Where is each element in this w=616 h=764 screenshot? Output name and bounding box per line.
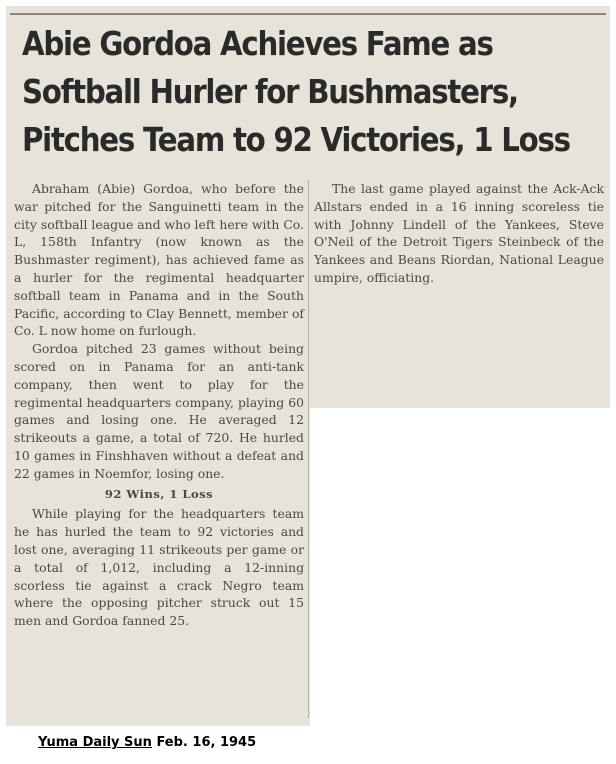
article-column-2 [314, 180, 604, 287]
paragraph-4: The last game played against the Ack-Ack Allstars ended in a 16 inning scoreless tie with Johnny Lindell of the Yankees, Steve O'Neil of the Detroit Tigers Steinbeck of the Yankees and Beans Riordan, National League umpire, officiating. [314, 181, 604, 285]
paragraph-3 [14, 505, 304, 630]
article-column-1 [14, 180, 304, 630]
paragraph-3-text: While playing for the headquarters team he has hurled the team to 92 victories and lost one, averaging 11 strikeouts per game or a total of 1,012, including a 12-inning scorless tie against a crack Negro team where the opposing pitcher struck out 15 men and Gordoa fanned 25. [14, 506, 304, 629]
top-rule [10, 13, 606, 15]
subhead: 92 Wins, 1 Loss [104, 486, 214, 501]
caption-paper: Yuma Daily Sun [38, 735, 152, 750]
headline-line-2: Softball Hurler for Bushmasters, [22, 73, 518, 111]
headline-line-3: Pitches Team to 92 Victories, 1 Loss [22, 121, 570, 159]
paragraph-2: Gordoa pitched 23 games without being scored on in Panama for an anti-tank company, then went to play for the regimental headquarters company, playing 60 games and losing one. He averaged 12 strikeouts a game, a total of 720. He hurled 10 games in Finshhaven without a defeat and 22 games in Noemfor, losing one. [14, 341, 304, 481]
headline-line-1: Abie Gordoa Achieves Fame as [22, 25, 493, 63]
headline [22, 20, 570, 164]
caption [38, 735, 256, 750]
caption-date: Feb. 16, 1945 [156, 735, 257, 750]
paragraph-1: Abraham (Abie) Gordoa, who before the war pitched for the Sanguinetti team in the city softball league and who left here with Co. L, 158th Infantry (now known as the Bushmaster regiment), has achieved fame as a hurler for the regimental headquarter softball team in Panama and in the South Pacific, according to Clay Bennett, member of Co. L now home on furlough. [14, 181, 304, 339]
column-rule [308, 180, 309, 718]
